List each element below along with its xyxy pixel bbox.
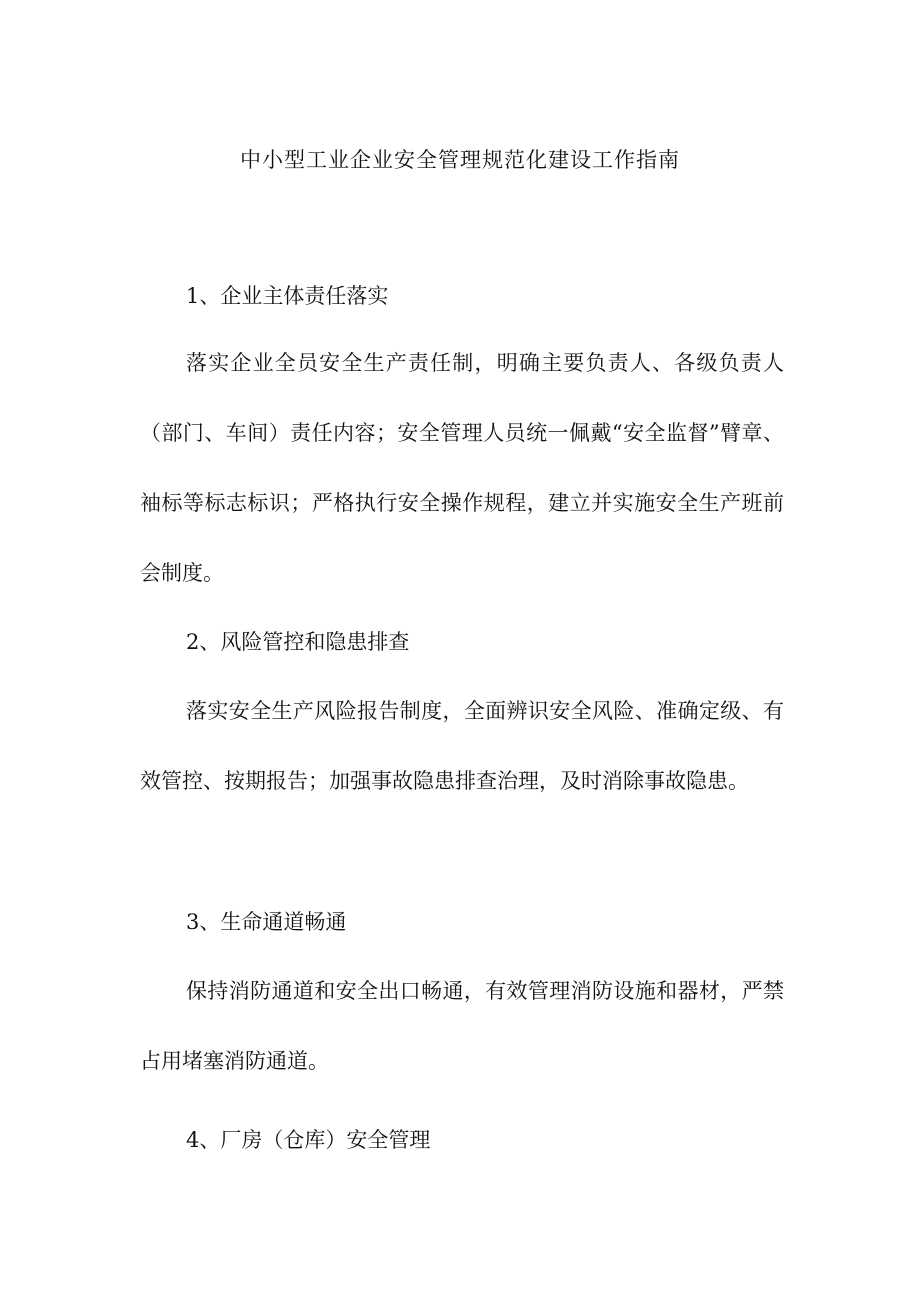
- section-body-1: 落实企业全员安全生产责任制，明确主要负责人、各级负责人（部门、车间）责任内容；安全管理人员统一佩戴“安全监督”臂章、袖标等标志标识；严格执行安全操作规程，建立并实施安全生产班前会制度。: [140, 351, 784, 585]
- section-heading-4: 4、厂房（仓库）安全管理: [186, 1128, 431, 1152]
- section-heading-2: 2、风险管控和隐患排查: [186, 630, 410, 654]
- section-heading-3: 3、生命通道畅通: [186, 910, 347, 934]
- section-heading-1: 1、企业主体责任落实: [186, 284, 389, 308]
- section-body-3: 保持消防通道和安全出口畅通，有效管理消防设施和器材，严禁占用堵塞消防通道。: [140, 979, 784, 1073]
- document-title: 中小型工业企业安全管理规范化建设工作指南: [240, 148, 680, 172]
- section-body-2: 落实安全生产风险报告制度，全面辨识安全风险、准确定级、有效管控、按期报告；加强事故隐患排查治理，及时消除事故隐患。: [140, 699, 784, 793]
